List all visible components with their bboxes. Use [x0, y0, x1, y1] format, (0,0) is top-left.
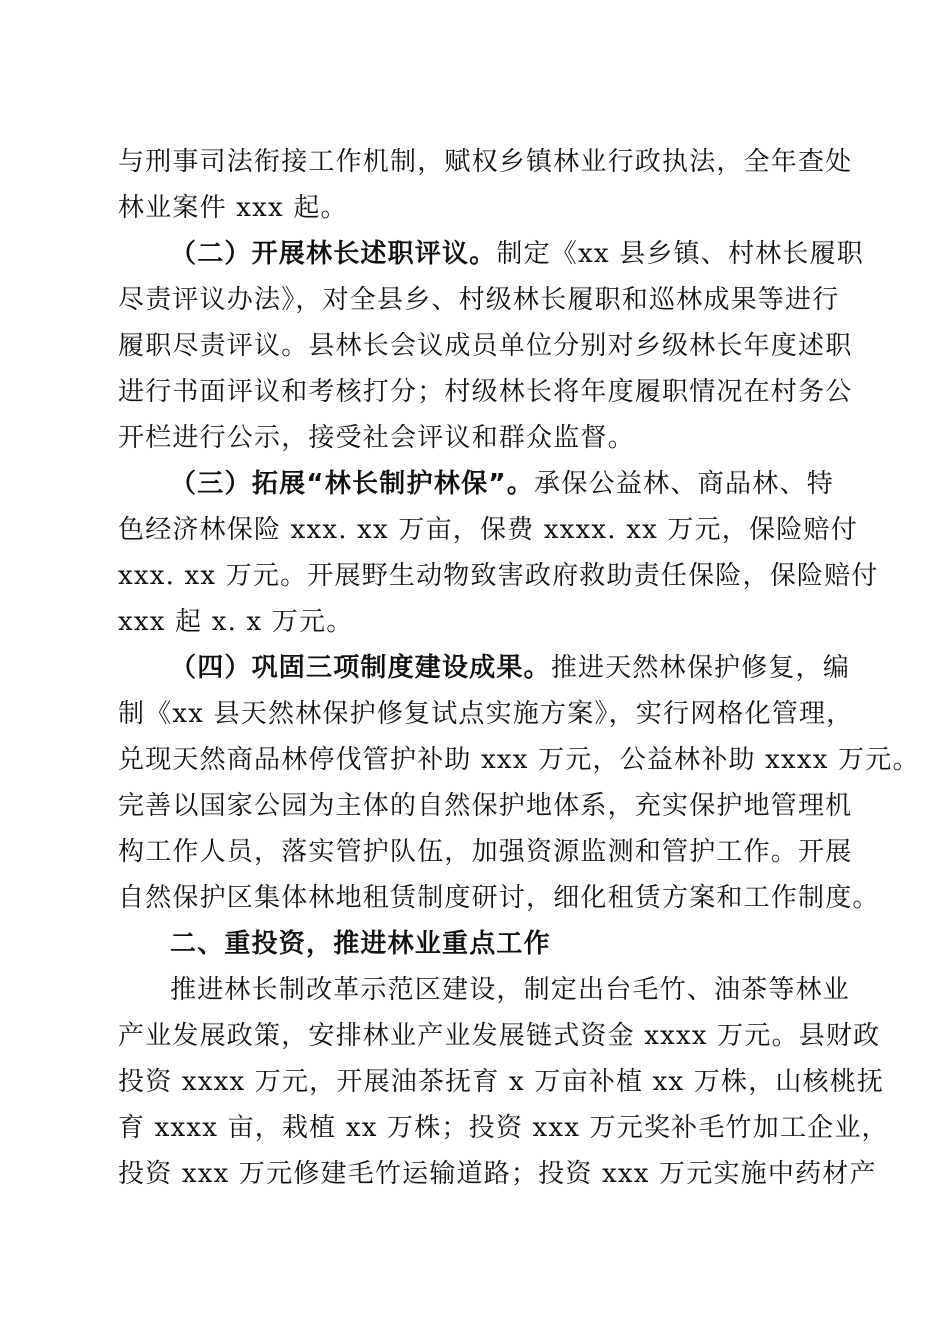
para2-line-5: 开栏进行公示，接受社会评议和群众监督。: [118, 423, 635, 453]
para3-line-4: xxx 起 x. x 万元。: [118, 607, 354, 637]
para5-line-2: 产业发展政策，安排林业产业发展链式资金 xxxx 万元。县财政: [118, 1021, 881, 1051]
para4-line-1-text: 推进天然林保护修复，编: [550, 653, 851, 683]
para3-line-3: xxx. xx 万元。开展野生动物致害政府救助责任保险，保险赔付: [118, 561, 879, 591]
para3-line-1: [170, 462, 834, 506]
para4-line-4: 完善以国家公园为主体的自然保护地体系，充实保护地管理机: [118, 791, 853, 821]
para3-line-2: 色经济林保险 xxx. xx 万亩，保费 xxxx. xx 万元，保险赔付: [118, 515, 858, 545]
para4-line-5: 构工作人员，落实管护队伍，加强资源监测和管护工作。开展: [118, 837, 853, 867]
para5-line-5: 投资 xxx 万元修建毛竹运输道路；投资 xxx 万元实施中药材产: [118, 1159, 877, 1189]
para2-line-3: 履职尽责评议。县林长会议成员单位分别对乡级林长年度述职: [118, 331, 853, 361]
para5-line-4: 育 xxxx 亩，栽植 xx 万株；投资 xxx 万元奖补毛竹加工企业，: [118, 1113, 889, 1143]
para4-line-3: 兑现天然商品林停伐管护补助 xxx 万元，公益林补助 xxxx 万元。: [118, 745, 920, 775]
para5-line-3: 投资 xxxx 万元，开展油茶抚育 x 万亩补植 xx 万株，山核桃抚: [118, 1067, 885, 1097]
para1-line-2: 林业案件 xxx 起。: [118, 193, 348, 223]
para2-line-1: [170, 232, 864, 276]
para2-line-4: 进行书面评议和考核打分；村级林长将年度履职情况在村务公: [118, 377, 853, 407]
section-2-heading: 二、重投资，推进林业重点工作: [170, 929, 551, 959]
para2-line-2: 尽责评议办法》，对全县乡、村级林长履职和巡林成果等进行: [118, 285, 840, 315]
para2-line-1-text: 制定《xx 县乡镇、村林长履职: [496, 239, 864, 269]
para5-line-1: 推进林长制改革示范区建设，制定出台毛竹、油茶等林业: [170, 975, 851, 1005]
para4-line-6: 自然保护区集体林地租赁制度研讨，细化租赁方案和工作制度。: [118, 883, 880, 913]
para4-line-1: [170, 646, 851, 690]
para4-line-2: 制《xx 县天然林保护修复试点实施方案》，实行网格化管理，: [118, 699, 854, 729]
para3-line-1-text: 承保公益林、商品林、特: [534, 469, 835, 499]
para3-heading: （三）拓展“林长制护林保”。: [170, 469, 535, 499]
para2-heading: （二）开展林长述职评议。: [170, 239, 497, 269]
para4-heading: （四）巩固三项制度建设成果。: [170, 653, 551, 683]
para1-line-1: 与刑事司法衔接工作机制，赋权乡镇林业行政执法，全年查处: [118, 147, 853, 177]
